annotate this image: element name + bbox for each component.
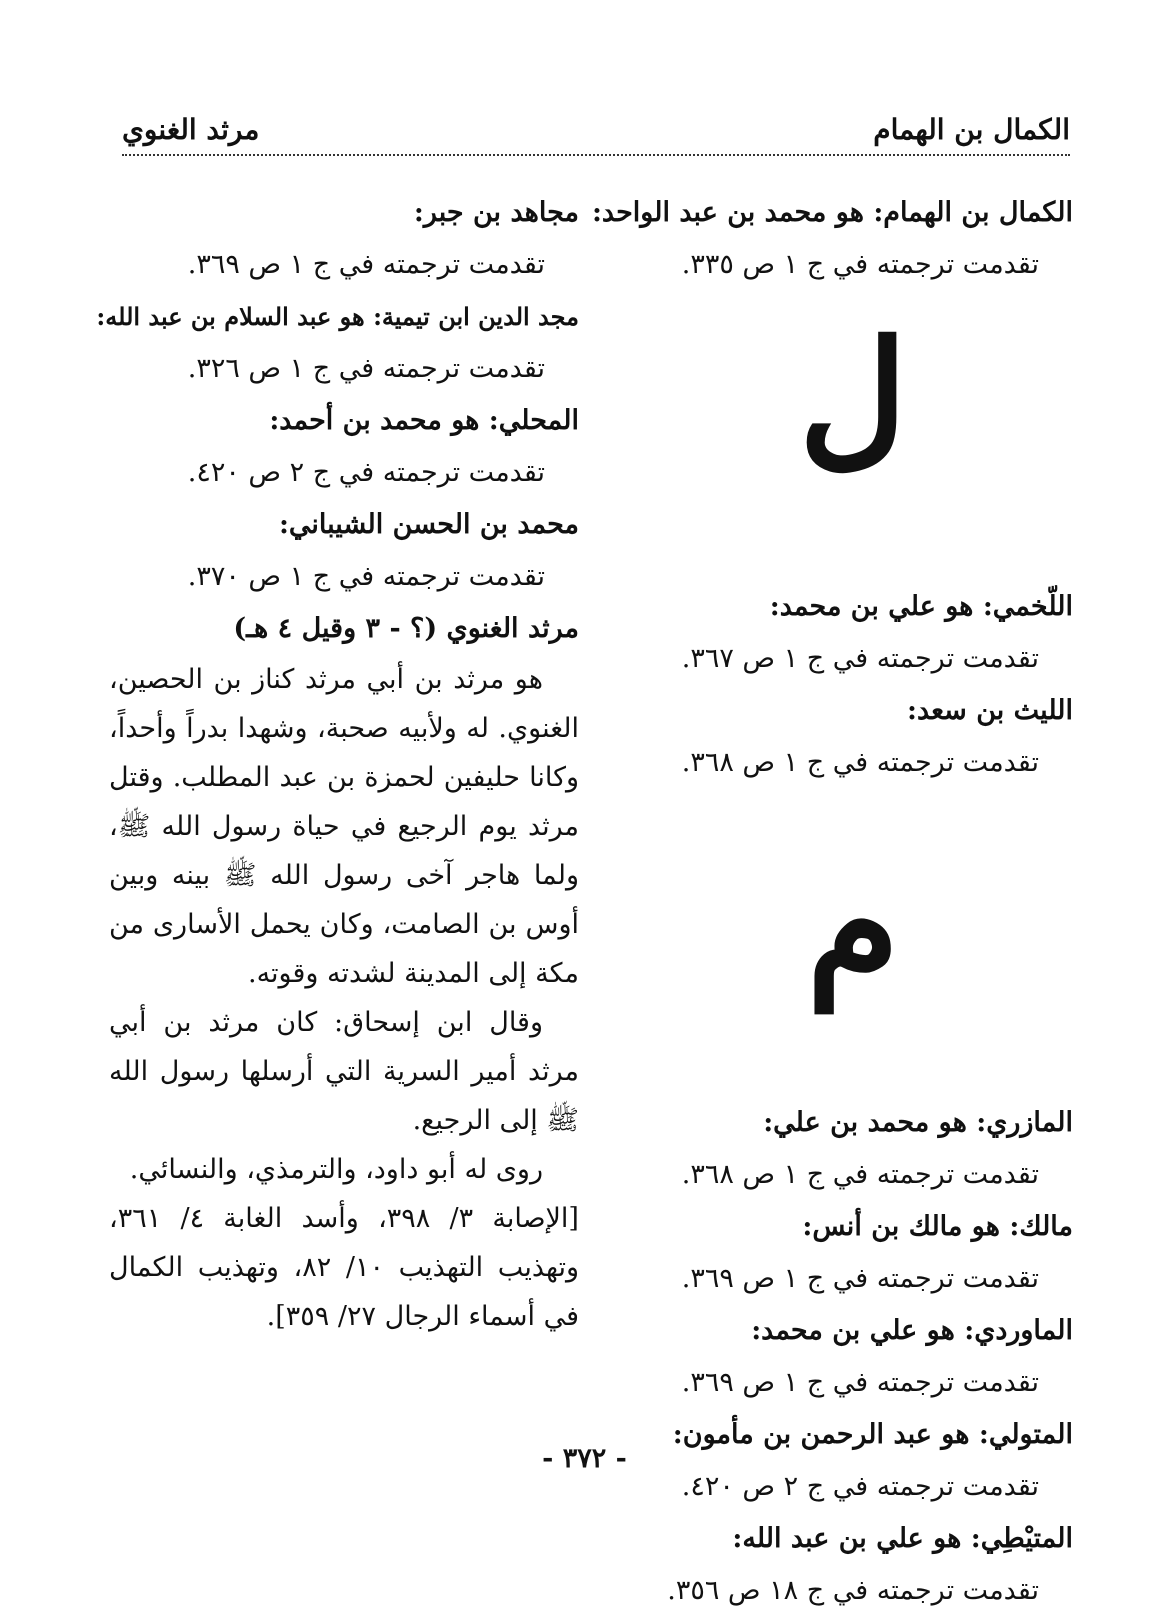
- entry-reference: تقدمت ترجمته في ج ١ ص ٣٦٩.: [681, 1263, 1039, 1294]
- entry-heading: مجد الدين ابن تيمية: هو عبد السلام بن عبد الله:: [96, 302, 579, 331]
- entry-reference: تقدمت ترجمته في ج ١ ص ٣٧٠.: [187, 561, 545, 592]
- entry-al-lakhmi: [633, 581, 1073, 685]
- section-letter-lam: ل: [798, 308, 908, 484]
- entry-heading: الليث بن سعد:: [907, 695, 1073, 726]
- sources-citation: [الإصابة ٣/ ٣٩٨، وأسد الغابة ٤/ ٣٦١، وتهذيب التهذيب ١٠/ ٨٢، وتهذيب الكمال في أسماء الرجال ٢٧/ ٣٥٩].: [109, 1203, 580, 1332]
- entry-reference: تقدمت ترجمته في ج ١ ص ٣٦٩.: [187, 249, 545, 280]
- entry-reference: تقدمت ترجمته في ج ١ ص ٣٣٥.: [681, 249, 1039, 280]
- entry-reference: تقدمت ترجمته في ج ٢ ص ٤٢٠.: [187, 457, 545, 488]
- entry-al-mazari: [633, 1097, 1073, 1201]
- entry-reference: تقدمت ترجمته في ج ٢ ص ٤٢٠.: [681, 1471, 1039, 1502]
- biography-paragraph: روى له أبو داود، والترمذي، والنسائي.: [129, 1154, 543, 1185]
- entry-reference: تقدمت ترجمته في ج ١ ص ٣٦٨.: [681, 747, 1039, 778]
- entry-malik: [633, 1201, 1073, 1305]
- entry-heading: محمد بن الحسن الشيباني:: [278, 509, 579, 540]
- section-letter-mim: م: [806, 836, 900, 1012]
- biography-paragraph: وقال ابن إسحاق: كان مرثد بن أبي مرثد أمير السرية التي أرسلها رسول الله ﷺ إلى الرجيع.: [109, 1007, 579, 1136]
- right-column: [591, 187, 1073, 1617]
- running-head-right: الكمال بن الهمام: [873, 113, 1070, 146]
- page-number: - ٣٧٢ -: [542, 1443, 627, 1474]
- entry-heading: اللّخمي: هو علي بن محمد:: [769, 591, 1073, 622]
- entry-heading: المتولي: هو عبد الرحمن بن مأمون:: [672, 1419, 1073, 1450]
- entry-mujahid-ibn-jabr: [109, 187, 579, 291]
- entry-heading: مرثد الغنوي (؟ - ٣ وقيل ٤ هـ): [233, 613, 579, 644]
- entry-heading: مجاهد بن جبر:: [413, 197, 579, 228]
- entry-heading: المتيْطِي: هو علي بن عبد الله:: [732, 1523, 1073, 1554]
- entry-heading: المازري: هو محمد بن علي:: [763, 1107, 1073, 1138]
- entry-reference: تقدمت ترجمته في ج ١ ص ٣٦٧.: [681, 643, 1039, 674]
- left-column: [96, 187, 580, 1341]
- biography-paragraph: هو مرثد بن أبي مرثد كناز بن الحصين، الغنوي. له ولأبيه صحبة، وشهدا بدراً وأحداً، وكانا حليفين لحمزة بن عبد المطلب. وقتل مرثد يوم الرجيع في حياة رسول الله ﷺ، ولما هاجر آخى رسول الله ﷺ بينه وبين أوس بن الصامت، وكان يحمل الأسارى من مكة إلى المدينة لشدته وقوته.: [109, 664, 579, 989]
- entry-reference: تقدمت ترجمته في ج ١٨ ص ٣٥٦.: [667, 1575, 1039, 1606]
- entry-al-mutayti: [633, 1513, 1073, 1617]
- running-head-left: مرثد الغنوي: [122, 113, 260, 146]
- entry-majd-al-din-ibn-taymiyya: [96, 291, 579, 395]
- entry-reference: تقدمت ترجمته في ج ١ ص ٣٦٨.: [681, 1159, 1039, 1190]
- entry-al-layth-ibn-sad: [633, 685, 1073, 789]
- entry-muhammad-ibn-al-hasan: [109, 499, 579, 603]
- entry-heading: المحلي: هو محمد بن أحمد:: [269, 405, 579, 436]
- running-header: [122, 102, 1070, 156]
- entry-reference: تقدمت ترجمته في ج ١ ص ٣٦٩.: [681, 1367, 1039, 1398]
- entry-reference: تقدمت ترجمته في ج ١ ص ٣٢٦.: [187, 353, 545, 384]
- entry-al-kamal-ibn-al-humam: [591, 187, 1073, 291]
- entry-heading: الكمال بن الهمام: هو محمد بن عبد الواحد:: [591, 197, 1073, 228]
- entry-marthad-al-ghanawi: [109, 603, 579, 1341]
- entry-al-mahalli: [109, 395, 579, 499]
- entry-al-mawardi: [633, 1305, 1073, 1409]
- entry-heading: مالك: هو مالك بن أنس:: [802, 1211, 1073, 1242]
- entry-heading: الماوردي: هو علي بن محمد:: [751, 1315, 1073, 1346]
